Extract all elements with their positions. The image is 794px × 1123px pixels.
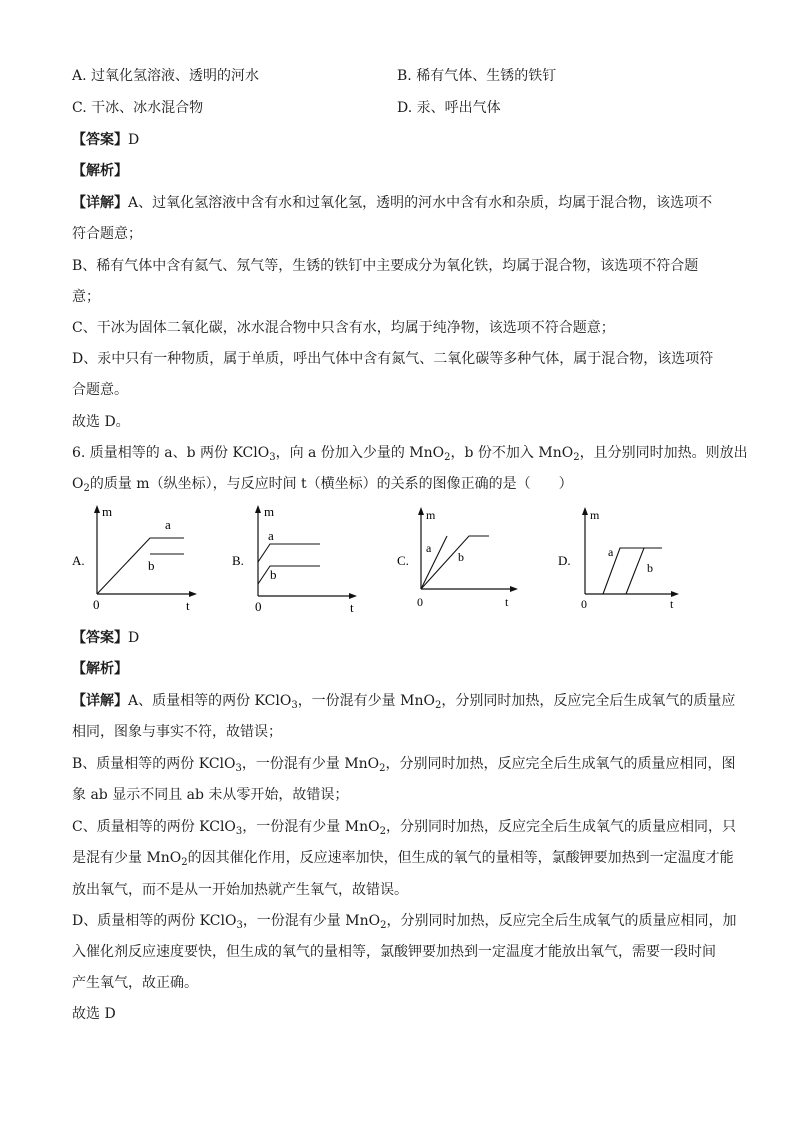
origin-label: 0 <box>581 597 587 611</box>
q6-stem-line-2 <box>72 474 573 494</box>
subscript: 3 <box>269 452 276 463</box>
origin-label: 0 <box>93 597 100 612</box>
answer-value: D <box>128 132 140 148</box>
graph-option-c <box>393 504 523 616</box>
q5-detail-line-4: 意； <box>72 289 100 305</box>
curve-label-a: a <box>608 545 614 559</box>
graph-option-label: D. <box>558 553 571 568</box>
stem-text: 6. 质量相等的 a、b 两份 KClO <box>72 445 270 461</box>
detail-text: ，一份混有少量 MnO <box>297 693 435 709</box>
detail-label: 【详解】 <box>72 693 128 709</box>
axis-label-m: m <box>102 504 113 519</box>
q5-detail-line-3: B、稀有气体中含有氦气、氖气等，生锈的铁钉中主要成分为氧化铁，均属于混合物，该选项不符合题 <box>72 258 699 274</box>
q6-conclusion: 故选 D <box>72 1006 116 1022</box>
subscript: 2 <box>573 452 580 463</box>
q5-option-b: B. 稀有气体、生锈的铁钉 <box>397 68 557 84</box>
curve-label-b: b <box>148 558 155 573</box>
detail-text: D、质量相等的两份 KClO <box>72 913 237 929</box>
detail-text: ，一份混有少量 MnO <box>241 756 380 772</box>
axis-label-t: t <box>186 598 190 613</box>
subscript: 3 <box>291 700 298 711</box>
stem-text: ，且分别同时加热。则放出 <box>579 445 748 461</box>
answer-label: 【答案】 <box>72 630 128 646</box>
detail-text: C、质量相等的两份 KClO <box>72 819 236 835</box>
curve-label-b: b <box>458 550 464 564</box>
curve-label-b: b <box>270 567 277 582</box>
detail-label: 【详解】 <box>72 195 128 211</box>
subscript: 3 <box>235 826 243 837</box>
detail-text: ，一份混有少量 MnO <box>242 819 380 835</box>
detail-text: A、质量相等的两份 KClO <box>128 693 292 709</box>
curve-label-a: a <box>165 517 171 532</box>
detail-text: 是混有少量 MnO <box>72 850 182 866</box>
axis-label-m: m <box>590 508 600 522</box>
stem-text: ，向 a 份加入少量的 MnO <box>275 445 445 461</box>
q6-detail-d-line-2: 入催化剂反应速度要快，但生成的氧气的量相等，氯酸钾要加热到一定温度才能放出氧气，需要一段时间 <box>72 944 716 960</box>
q5-option-d: D. 汞、呼出气体 <box>397 100 501 116</box>
detail-text: 的因其催化作用，反应速率加快，但生成的氧气的量相等，氯酸钾要加热到一定温度才能 <box>187 850 734 866</box>
detail-text: B、质量相等的两份 KClO <box>72 756 236 772</box>
q6-stem-line-1 <box>72 443 748 463</box>
graph-option-label: C. <box>397 553 409 568</box>
q6-detail-c-line-2 <box>72 848 734 868</box>
curve-label-a: a <box>426 541 432 555</box>
stem-text: 的质量 m（纵坐标），与反应时间 t（横坐标）的关系的图像正确的是（ ） <box>89 476 573 492</box>
q5-conclusion: 故选 D。 <box>72 414 130 430</box>
axis-label-m: m <box>426 508 436 522</box>
graph-option-b <box>228 502 368 618</box>
q6-answer <box>72 628 139 648</box>
axis-label-t: t <box>670 597 674 611</box>
q6-detail-c-line-3: 放出氧气，而不是从一开始加热就产生氧气，故错误。 <box>72 882 408 898</box>
subscript: 3 <box>235 763 242 774</box>
q5-option-a: A. 过氧化氢溶液、透明的河水 <box>72 68 260 84</box>
detail-text: ，一份混有少量 MnO <box>242 913 381 929</box>
q6-detail-d-line-1 <box>72 911 736 931</box>
answer-value: D <box>128 630 140 646</box>
detail-text: ，分别同时加热，反应完全后生成氧气的质量应相同，只 <box>385 819 736 835</box>
subscript: 2 <box>83 483 90 494</box>
graph-option-a <box>68 502 208 618</box>
q5-detail-line-1 <box>72 193 712 213</box>
q5-detail-line-7: 合题意。 <box>72 382 128 398</box>
analysis-label: 【解析】 <box>72 661 128 677</box>
subscript: 2 <box>444 452 451 463</box>
curve-label-b: b <box>647 561 653 575</box>
subscript: 2 <box>434 700 442 711</box>
analysis-label: 【解析】 <box>72 163 128 179</box>
detail-text: ，分别同时加热，反应完全后生成氧气的质量应相同，图 <box>385 756 736 772</box>
graph-option-d <box>556 504 686 616</box>
answer-label: 【答案】 <box>72 132 128 148</box>
q5-detail-line-2: 符合题意； <box>72 226 142 242</box>
q5-answer <box>72 130 139 150</box>
q5-analysis-label <box>72 161 128 181</box>
subscript: 3 <box>236 920 243 931</box>
q5-option-c: C. 干冰、冰水混合物 <box>72 100 204 116</box>
axis-label-t: t <box>350 600 354 614</box>
stem-text: ，b 份不加入 MnO <box>450 445 574 461</box>
graph-option-label: B. <box>232 553 244 568</box>
q6-analysis-label <box>72 659 128 679</box>
q6-detail-b-line-2: 象 ab 显示不同且 ab 未从零开始，故错误； <box>72 787 349 803</box>
axis-label-t: t <box>505 595 509 609</box>
detail-text: ，分别同时加热，反应完全后生成氧气的质量应 <box>441 693 736 709</box>
subscript: 2 <box>379 826 386 837</box>
q5-detail-line-5: C、干冰为固体二氧化碳，冰水混合物中只含有水，均属于纯净物，该选项不符合题意； <box>72 320 615 336</box>
q6-detail-a-line-2: 相同，图象与事实不符，故错误； <box>72 724 282 740</box>
stem-text: O <box>72 476 84 492</box>
detail-text: A、过氧化氢溶液中含有水和过氧化氢，透明的河水中含有水和杂质，均属于混合物，该选项不 <box>128 195 713 211</box>
q6-detail-c-line-1 <box>72 817 736 837</box>
detail-text: ，分别同时加热，反应完全后生成氧气的质量应相同，加 <box>386 913 737 929</box>
graph-option-label: A. <box>72 553 85 568</box>
curve-label-a: a <box>268 528 274 543</box>
q6-detail-a-line-1 <box>72 691 735 711</box>
q6-detail-d-line-3: 产生氧气，故正确。 <box>72 975 198 991</box>
q6-detail-b-line-1 <box>72 754 736 774</box>
subscript: 2 <box>380 920 387 931</box>
axis-label-m: m <box>264 504 275 519</box>
q5-detail-line-6: D、汞中只有一种物质，属于单质，呼出气体中含有氮气、二氧化碳等多种气体，属于混合物，该选项符 <box>72 351 714 367</box>
subscript: 2 <box>379 763 386 774</box>
origin-label: 0 <box>417 595 423 609</box>
subscript: 2 <box>181 857 188 868</box>
origin-label: 0 <box>255 599 262 614</box>
